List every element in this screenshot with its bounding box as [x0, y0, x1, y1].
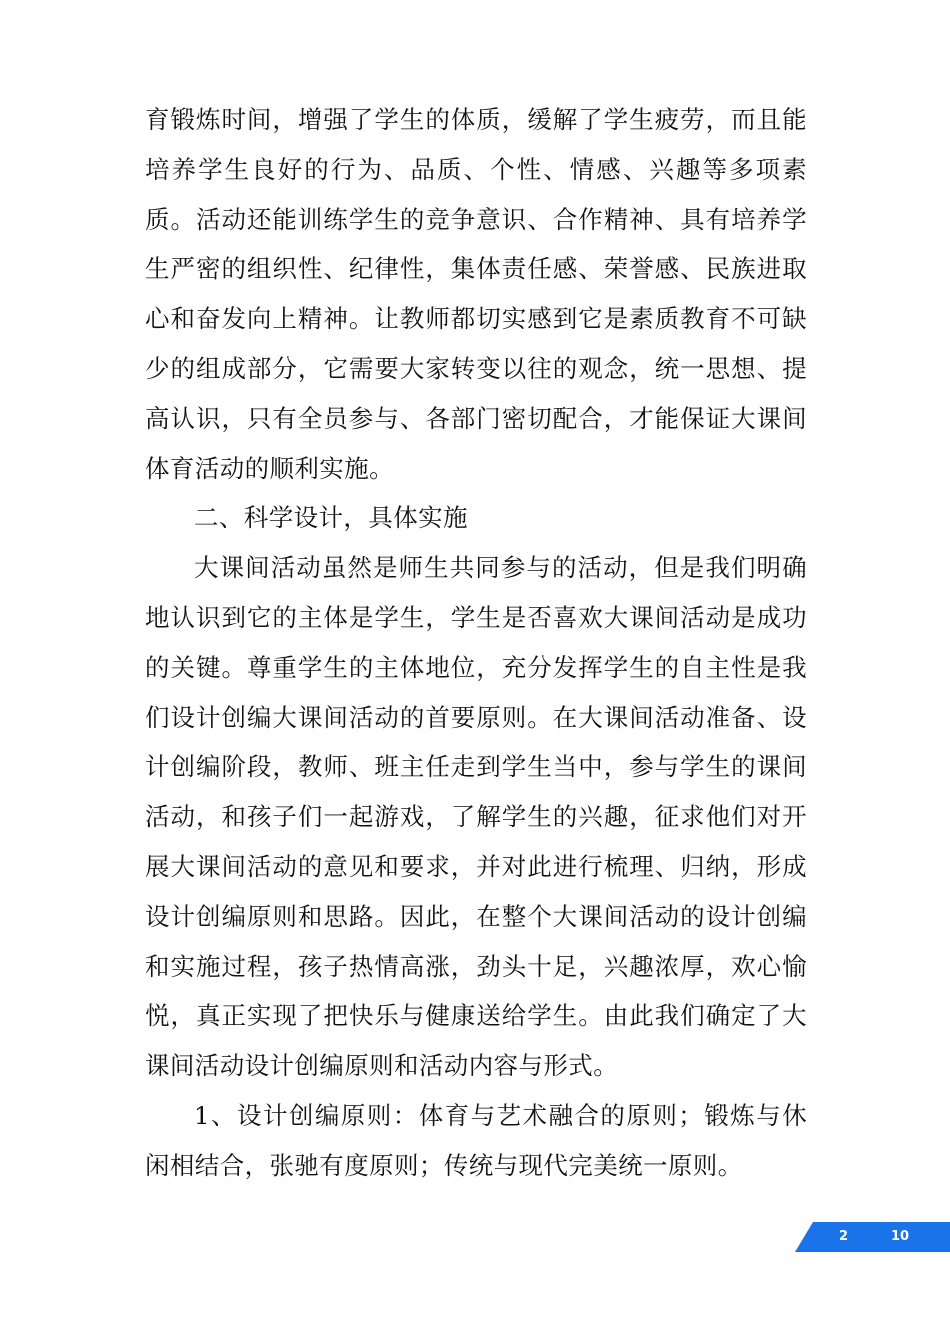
document-body — [145, 95, 807, 1191]
paragraph: 1、设计创编原则：体育与艺术融合的原则；锻炼与休闲相结合，张驰有度原则；传统与现代完美统一原则。 — [145, 1100, 807, 1180]
section-heading: 二、科学设计，具体实施 — [194, 503, 468, 533]
page-footer — [795, 1222, 950, 1252]
page-total: 10 — [891, 1229, 910, 1244]
page-number: 2 — [839, 1229, 849, 1244]
paragraph-continued: 育锻炼时间，增强了学生的体质，缓解了学生疲劳，而且能培养学生良好的行为、品质、个性、情感、兴趣等多项素质。活动还能训练学生的竞争意识、合作精神、具有培养学生严密的组织性、纪律性，集体责任感、荣誉感、民族进取心和奋发向上精神。让教师都切实感到它是素质教育不可缺少的组成部分，它需要大家转变以往的观念，统一思想、提高认识，只有全员参与、各部门密切配合，才能保证大课间体育活动的顺利实施。 — [145, 105, 807, 483]
footer-banner-shape — [795, 1222, 950, 1252]
paragraph: 大课间活动虽然是师生共同参与的活动，但是我们明确地认识到它的主体是学生，学生是否喜欢大课间活动是成功的关键。尊重学生的主体地位，充分发挥学生的自主性是我们设计创编大课间活动的首要原则。在大课间活动准备、设计创编阶段，教师、班主任走到学生当中，参与学生的课间活动，和孩子们一起游戏，了解学生的兴趣，征求他们对开展大课间活动的意见和要求，并对此进行梳理、归纳，形成设计创编原则和思路。因此，在整个大课间活动的设计创编和实施过程，孩子热情高涨，劲头十足，兴趣浓厚，欢心愉悦，真正实现了把快乐与健康送给学生。由此我们确定了大课间活动设计创编原则和活动内容与形式。 — [145, 553, 807, 1081]
